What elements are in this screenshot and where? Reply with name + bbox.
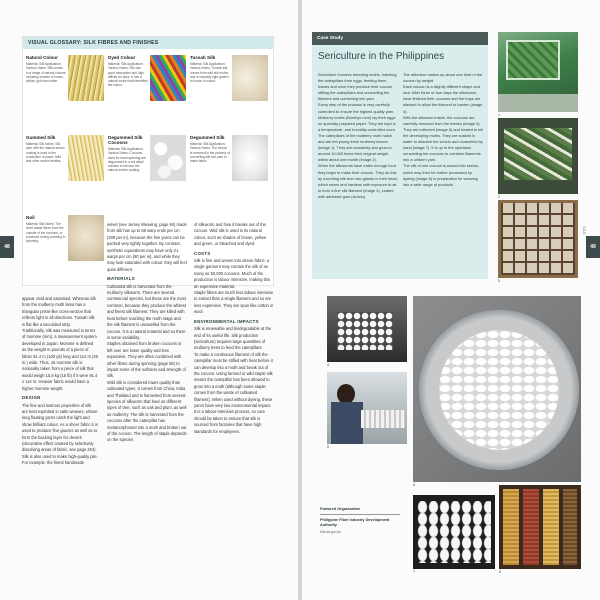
- body-paragraph: Staples obtained from broken cocoons or left over are lower quality and less expensive. They are often combined with other fibres during spinning (page 56) to impart some of the softness and strength of silk.: [107, 341, 186, 379]
- glossary-item-natural-colour: [26, 55, 108, 129]
- featured-org-name: Philippine Fiber Industry Development Authority: [320, 518, 390, 527]
- body-paragraph: velvet (see Jersey Weaving, page 84) made from silk has up to 68 warp ends per cm (300 per in), because the fine yarns can be packed very tightly together. By contrast, synthetic equivalents may have only 21 warps per cm (80 per in), and while they may look saturated with colour, they will feel quite different.: [107, 222, 187, 272]
- tussah-silk-photo: [232, 55, 268, 101]
- photo-cocoon-frames: [498, 200, 578, 278]
- glossary-item-desc: Material: Silk Application: Various Notes: Tussah silk comes from wild silk moths and is naturally light golden to brown in colour.: [190, 62, 229, 84]
- body-paragraph: Silk is fine and woven into dense fabric: a single garment may contain the silk of as many as 50,000 cocoons. Much of the production is labour intensive, making this an expensive material.: [194, 258, 271, 289]
- side-running-label: SILK: [582, 226, 588, 235]
- photo-worker-harvesting: [327, 372, 407, 444]
- page-number-tab: [586, 236, 600, 258]
- section-heading-materials: MATERIALS: [107, 276, 135, 282]
- photo-number: 8: [499, 570, 501, 574]
- glossary-title-bar: [23, 37, 273, 49]
- glossary-item-desc: Material: Silk Application: Various Notes: Silk has good absorption and high affinity for dyes. It has a natural lustre that intensifies the colour.: [108, 62, 148, 88]
- body-paragraph: To make a continuous filament of silk the caterpillar must be stifled with heat before it can develop into a moth and break out of the cocoon. Using farmed or wild staple silk means the caterpillar has been allowed to grow into a moth (although some staple comes from the waste of cultivated filament). When used without dyeing, these yarns have very low environmental impact.: [194, 351, 273, 408]
- glossary-item-name: Dyed Colour: [108, 55, 136, 60]
- photo-number: 1: [498, 113, 500, 117]
- glossary-item-tussah-silk: [190, 55, 272, 129]
- photo-number: 6: [413, 483, 415, 487]
- left-column-2: [107, 222, 187, 444]
- glossary-item-desc: Material: Silk Application: Various Notes: Cocoons used for hand spinning are degummed in a hot alkali solution to remove the natural sericin coating.: [108, 147, 146, 173]
- case-column-b: The adhesive makes up about one third of the cocoon by weight. Each cocoon is a slightly different shape and size. After three or four days the silkworms have finished their cocoons and the trays are stacked to allow the filament to harden (image 4). With the silkworm inside, the cocoons are carefully removed from the frames (image 5). They are collected (image 6) and heated to kill the developing moths. They are soaked in water to dissolve the sericin and unravelled by hand (image 7). It is up to the operators unravelling the cocoons to combine filaments into a uniform yarn. The silk of one cocoon is wound into skeins, which may then be further processed by dyeing (image 8) in preparation for weaving into a wide range of products.: [403, 72, 483, 187]
- body-paragraph: Staple fibres are much less labour intensive to extract than a single filament and so are less expensive. They are spun like cotton or wool.: [194, 290, 274, 315]
- left-column-1: [22, 296, 98, 467]
- photo-cocoon-trays: [327, 296, 407, 362]
- section-heading-environmental-impacts: ENVIRONMENTAL IMPACTS: [194, 318, 259, 324]
- noil-photo: [68, 215, 104, 261]
- body-paragraph: The fine and lustrous properties of silk are best exploited in satin weaves, whose long floating yarns catch the light and show brilliant colour. As a sheer fabric it is used to produce fine gauzes as well as to form the backing layer for devoré (decorative effect created by selectively dissolving areas of fabric, see page 264).: [22, 402, 98, 453]
- glossary-title: VISUAL GLOSSARY: SILK FIBRES AND FINISHES: [28, 40, 159, 46]
- degummed-cocoons-photo: [150, 135, 186, 181]
- glossary-item-name: Tussah Silk: [190, 55, 216, 60]
- glossary-item-name: Degummed Silk: [190, 135, 225, 140]
- photo-number: 7: [413, 570, 415, 574]
- body-paragraph: It is a labour-intensive process, so care should be taken to ensure that silk is sourced from factories that have high standards for employees.: [194, 409, 265, 434]
- body-paragraph: Silk is renewable and biodegradable at the end of its useful life. Silk production (sericulture) requires large quantities of mulberry trees to feed the caterpillars.: [194, 326, 272, 351]
- glossary-item-degummed-silk: [190, 135, 272, 209]
- right-page: [302, 0, 600, 600]
- body-paragraph: Traditionally, silk was measured in terms of momme (mm), a measurement system developed in Japan. Momme is defined as the weight in pounds of a piece of fabric 91.4 m (100 yd) long and 114 m (45 in.) wide. Thus, 15 momme silk is notionally taken from a piece of silk that would weigh 15.8 kg (15 lb) if it were 91.4 x 114 m. Heavier fabric would have a higher momme weight.: [22, 328, 98, 391]
- body-paragraph: of silkworm and how it breaks out of the cocoon. Wild silk is used in its natural colour, such as shades of brown, yellow and green, or bleached and dyed.: [194, 222, 267, 247]
- photo-number: 4: [327, 363, 329, 367]
- glossary-item-desc: Material: Silk Notes: The short waste fibres from the outside of the cocoons, or produced during combing in spinning.: [26, 222, 66, 244]
- featured-heading: Featured Organization: [320, 507, 400, 515]
- gummed-silk-photo: [68, 135, 104, 181]
- photo-silkworms-feeding: [498, 118, 578, 194]
- section-heading-design: DESIGN: [22, 395, 41, 401]
- page-number-tab: [0, 236, 14, 258]
- glossary-item-degummed-silk-cocoons: [108, 135, 190, 209]
- natural-silk-photo: [68, 55, 104, 101]
- featured-organization: [320, 507, 400, 563]
- glossary-item-dyed-colour: [108, 55, 190, 129]
- body-paragraph: Wild silk is considered lower quality than cultivated types. It comes from China, India and Thailand and is harvested from several species of silkworm that feed on different types of tree, such as oak and plum, as well as mulberry. The silk is harvested from the cocoons after the caterpillar has metamorphosed into a moth and broken out of the cocoon. The length of staple depends on the species: [107, 379, 187, 443]
- glossary-item-desc: Material: Silk Application: Various Notes: The sericin is removed in the process of converting silk into yarn to make fabric.: [190, 142, 230, 164]
- photo-basin-of-cocoons: [413, 296, 581, 482]
- glossary-item-name: Gummed Silk: [26, 135, 56, 140]
- glossary-item-gummed-silk: [26, 135, 108, 209]
- photo-number: 3: [498, 279, 500, 283]
- degummed-silk-photo: [232, 135, 268, 181]
- case-study-box: [312, 32, 488, 279]
- glossary-item-desc: Material: Silk Application: Various Notes: Silk comes in a range of natural colours including shades of brown, yellow, gold and white.: [26, 62, 66, 84]
- left-column-3: [194, 222, 274, 435]
- featured-url: fida.da.gov.ph: [320, 530, 342, 534]
- body-paragraph: appear vivid and saturated. Whereas silk from the mulberry moth larva has a triangular prism-like cross-section that reflects light in all directions. Tussah silk is flat like a two-sided strip.: [22, 296, 96, 327]
- glossary-item-desc: Material: Silk Notes: Silk yarn with the natural sericin coating is used in the production of paper, felts and other woven textiles.: [26, 142, 65, 164]
- case-study-title: Sericulture in the Philippines: [318, 51, 445, 62]
- case-study-bar: [312, 32, 488, 45]
- case-column-a: Sericulture involves breeding moths, hatching the caterpillars from eggs, feeding them leaves and once they produce their cocoon, stifling the caterpillars and unravelling the filament and combining into yarn. Every step of the process is very carefully controlled to ensure the highest quality yarn. Mulberry moths (Bombyx mori) lay their eggs on specially prepared paper. They are kept in a temperature- and humidity-controlled room. The caterpillars of the mulberry moth hatch and are fed young fresh mulberry leaves (image 1). They eat constantly and grow to around 10,000 times their original weight within about one month (image 2). When the silkworms have eaten enough food they begin to make their cocoon. They do this by excreting silk from two glands in their head, which mixes and hardens with exposure to air to form a fine silk filament (image 3), coated with adhesive gum (sericin).: [318, 72, 398, 199]
- case-study-label: Case Study: [317, 36, 344, 41]
- photo-number: 2: [498, 195, 500, 199]
- left-page: [0, 0, 298, 600]
- side-running-label: [2, 264, 12, 304]
- glossary-item-name: Natural Colour: [26, 55, 58, 60]
- photo-number: 5: [327, 445, 329, 449]
- section-heading-costs: COSTS: [194, 250, 211, 256]
- dyed-silk-photo: [150, 55, 186, 101]
- body-paragraph: Silk is also used to make high-quality pile. For example, the finest handmade: [22, 453, 98, 466]
- glossary-item-name: Degummed Silk Cocoons: [108, 135, 143, 145]
- page-number: 49: [590, 244, 596, 250]
- body-paragraph: Cultivated silk is harvested from the mulberry silkworm. There are several commercial species, but these are the most common, because they produce the whitest and finest silk filament. They are killed with heat before reaching the moth stage and the silk filament is unravelled from the cocoon. It is a natural material and so there is some variability.: [107, 283, 186, 340]
- glossary-item-noil: [26, 215, 108, 289]
- photo-mulberry-leaves: [498, 32, 578, 112]
- photo-dyed-skeins: [499, 485, 581, 569]
- glossary-item-name: Noil: [26, 215, 35, 220]
- page-number: 48: [4, 244, 10, 250]
- photo-degummed-cocoons: [413, 495, 495, 569]
